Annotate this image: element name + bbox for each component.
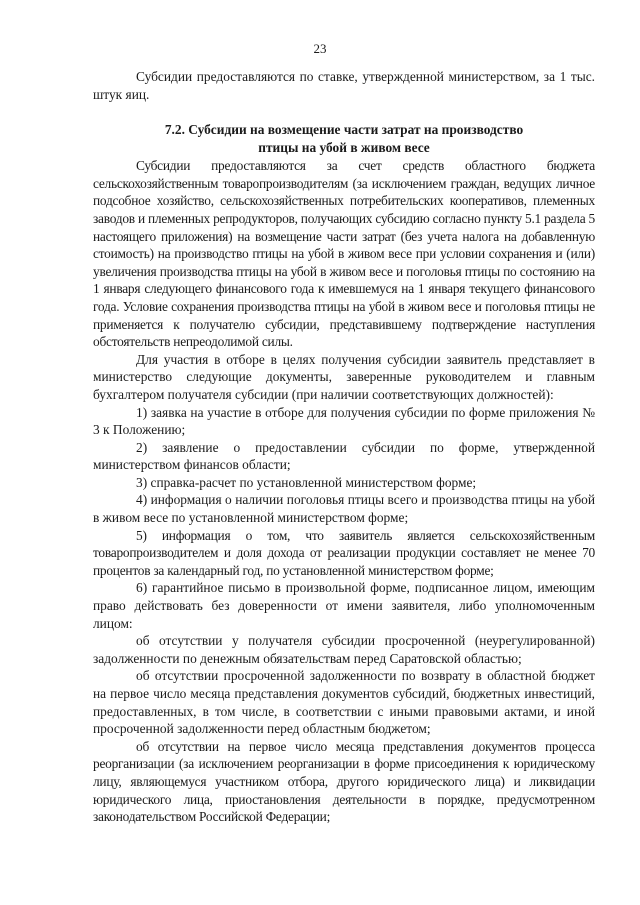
list-item-1: 1) заявка на участие в отборе для получения субсидии по форме приложения № 3 к Положению; xyxy=(93,404,595,438)
list-item-5: 5) информация о том, что заявитель является сельскохозяйственным товаропроизводителем и доля дохода от реализации продукции составляет не менее 70 процентов за календарный год, по установленной министерством форме; xyxy=(93,527,595,578)
page-number: 23 xyxy=(313,41,327,56)
guarantee-clause-1: об отсутствии у получателя субсидии просроченной (неурегулированной) задолженности по денежным обязательствам перед Саратовской областью; xyxy=(93,633,595,666)
paragraph-subsidy-conditions: Субсидии предоставляются за счет средств областного бюджета сельскохозяйственным товаропроизводителям (за исключением граждан, ведущих личное подсобное хозяйство, сельскохозяйственных потребительских кооперативов, племенных заводов и племенных репродукторов, получающих субсидию согласно пункту 5.1 раздела 5 настоящего приложения) на возмещение части затрат (без учета налога на добавленную стоимость) на производство птицы на убой в живом весе при условии сохранения и (или) увеличения производства птицы на убой в живом весе и поголовья птицы по состоянию на 1 января следующего финансового года к имевшемуся на 1 января текущего финансового года. Условие сохранения производства птицы на убой в живом весе и поголовья птицы не применяется к получателю субсидии, представившему подтверждение наступления обстоятельств непреодолимой силы. xyxy=(93,158,595,350)
list-item-6: 6) гарантийное письмо в произвольной форме, подписанное лицом, имеющим право действовать без доверенности от имени заявителя, либо уполномоченным лицом: xyxy=(93,580,595,631)
page-content xyxy=(93,68,595,826)
section-heading xyxy=(93,121,595,157)
guarantee-clause-2: об отсутствии просроченной задолженности по возврату в областной бюджет на первое число месяца представления документов субсидий, бюджетных инвестиций, предоставленных, в том числе, в соответствии с иными правовыми актами, и иной просроченной задолженности перед областным бюджетом; xyxy=(93,668,595,737)
list-item-4: 4) информация о наличии поголовья птицы всего и производства птицы на убой в живом весе по установленной министерством форме; xyxy=(93,492,595,526)
list-item-3: 3) справка-расчет по установленной министерством форме; xyxy=(136,474,477,490)
section-heading-line-1: 7.2. Субсидии на возмещение части затрат на производство xyxy=(164,122,524,138)
section-heading-line-2: птицы на убой в живом весе xyxy=(258,140,430,156)
paragraph-documents-intro: Для участия в отборе в целях получения субсидии заявитель представляет в министерство следующие документы, заверенные руководителем и главным бухгалтером получателя субсидии (при наличии соответствующих должностей): xyxy=(93,351,595,402)
intro-paragraph: Субсидии предоставляются по ставке, утвержденной министерством, за 1 тыс. штук яиц. xyxy=(93,69,595,102)
guarantee-clause-3: об отсутствии на первое число месяца представления документов процесса реорганизации (за исключением реорганизации в форме присоединения к юридическому лицу, являющемуся участником отбора, другого юридического лица) и ликвидации юридического лица, приостановления деятельности в порядке, предусмотренном законодательством Российской Федерации; xyxy=(93,738,595,825)
list-item-2: 2) заявление о предоставлении субсидии по форме, утвержденной министерством финансов области; xyxy=(93,439,595,473)
